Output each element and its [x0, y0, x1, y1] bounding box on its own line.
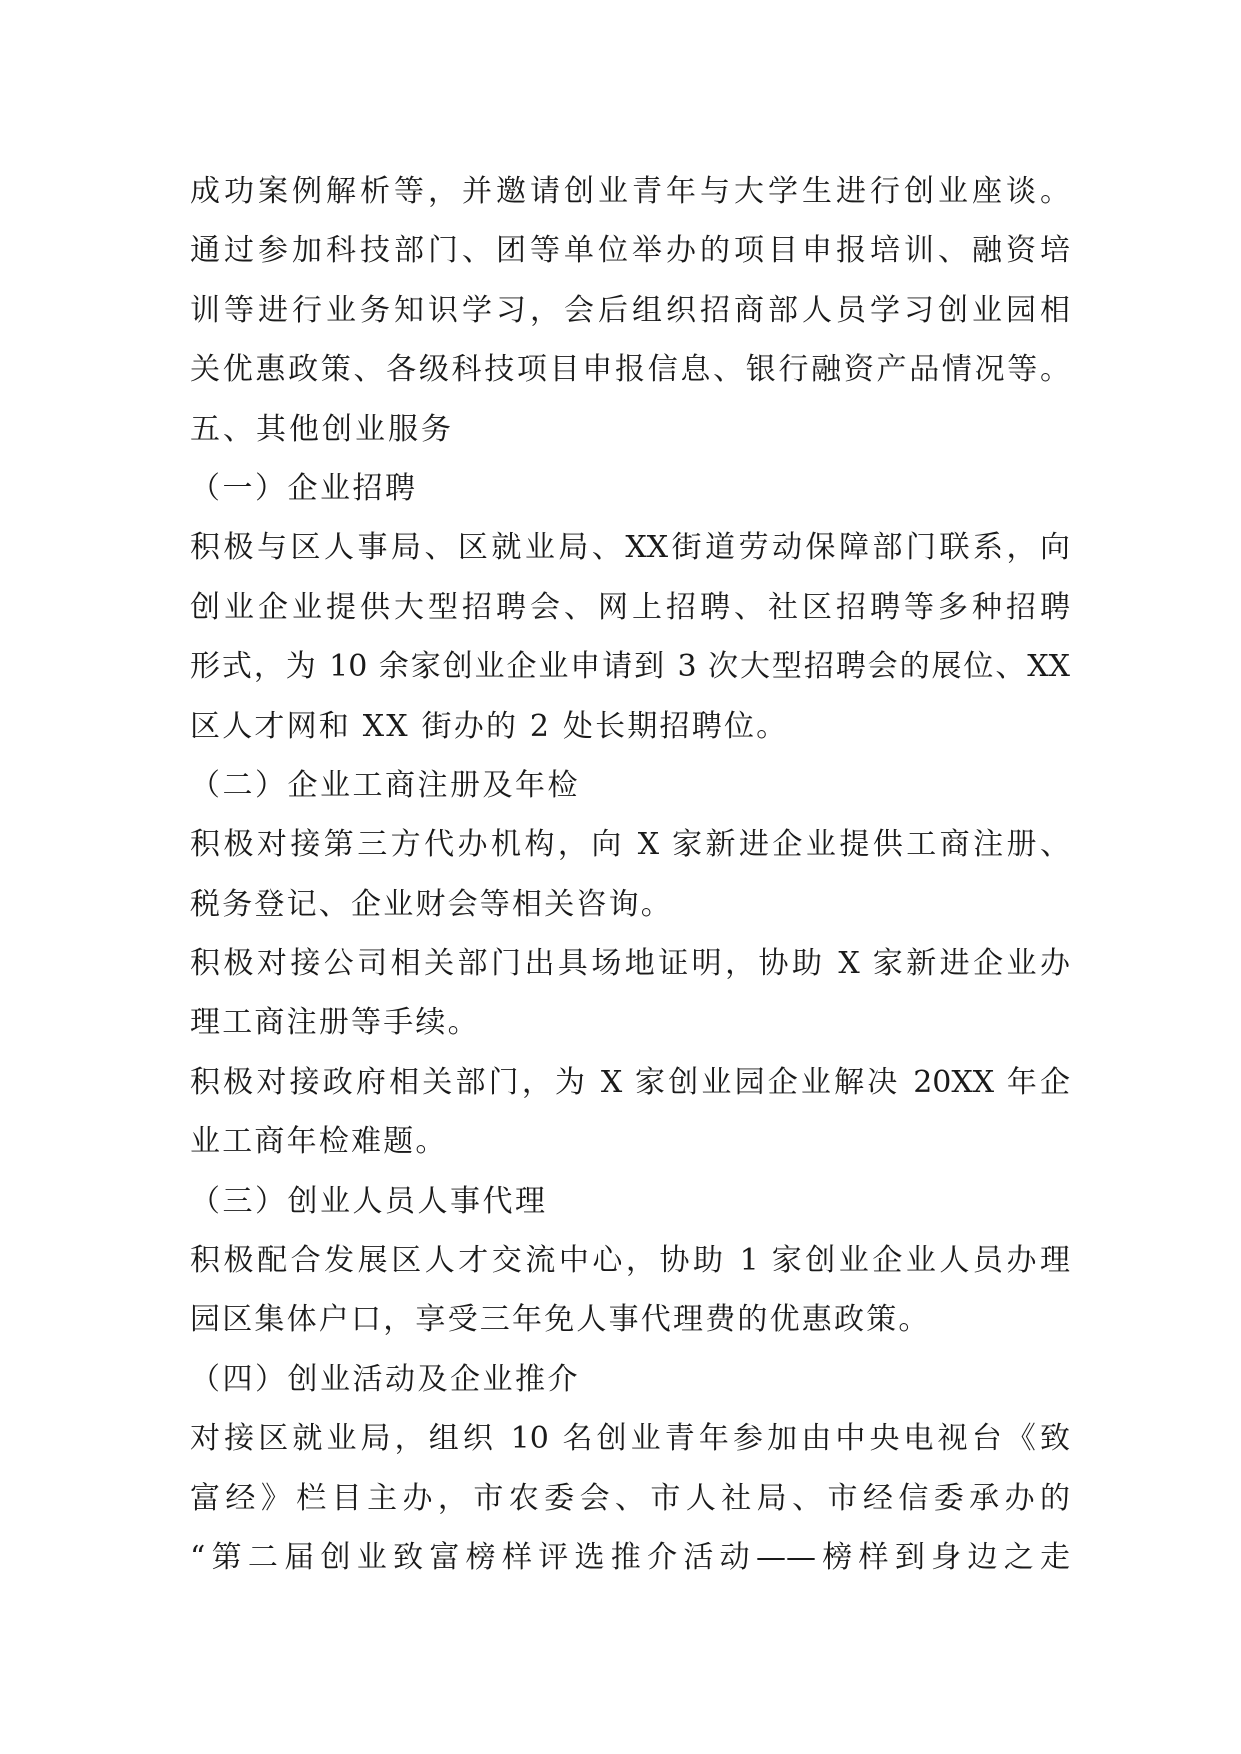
body-line: 积极与区人事局、区就业局、XX街道劳动保障部门联系，向 [190, 530, 1070, 566]
body-line: 创业企业提供大型招聘会、网上招聘、社区招聘等多种招聘 [190, 589, 1070, 625]
body-line: “第二届创业致富榜样评选推介活动——榜样到身边之走 [190, 1539, 1070, 1575]
body-line: 理工商注册等手续。 [190, 1005, 480, 1041]
body-line: 训等进行业务知识学习，会后组织招商部人员学习创业园相 [190, 292, 1070, 328]
body-line: 区人才网和 XX 街办的 2 处长期招聘位。 [190, 708, 789, 744]
body-line: 对接区就业局，组织 10 名创业青年参加由中央电视台《致 [190, 1421, 1070, 1457]
body-line: 积极对接政府相关部门，为 X 家创业园企业解决 20XX 年企 [190, 1064, 1070, 1100]
subsection-heading: （二）企业工商注册及年检 [190, 767, 580, 803]
document-body [190, 162, 1070, 1587]
body-line: 税务登记、企业财会等相关咨询。 [190, 886, 673, 922]
body-line: 形式，为 10 余家创业企业申请到 3 次大型招聘会的展位、XX [190, 649, 1070, 685]
body-line: 成功案例解析等，并邀请创业青年与大学生进行创业座谈。 [190, 174, 1070, 209]
body-line: 关优惠政策、各级科技项目申报信息、银行融资产品情况等。 [190, 352, 1070, 388]
subsection-heading: （四）创业活动及企业推介 [190, 1361, 580, 1397]
subsection-heading: （一）企业招聘 [190, 470, 418, 506]
subsection-heading: （三）创业人员人事代理 [190, 1183, 548, 1219]
body-line: 积极对接公司相关部门出具场地证明，协助 X 家新进企业办 [190, 946, 1070, 982]
body-line: 积极配合发展区人才交流中心，协助 1 家创业企业人员办理 [190, 1243, 1070, 1279]
section-heading: 五、其他创业服务 [190, 411, 454, 447]
body-line: 园区集体户口，享受三年免人事代理费的优惠政策。 [190, 1302, 931, 1338]
body-line: 业工商年检难题。 [190, 1124, 448, 1160]
body-line: 富经》栏目主办，市农委会、市人社局、市经信委承办的 [190, 1480, 1070, 1516]
body-line: 通过参加科技部门、团等单位举办的项目申报培训、融资培 [190, 233, 1070, 269]
body-line: 积极对接第三方代办机构，向 X 家新进企业提供工商注册、 [190, 827, 1070, 863]
